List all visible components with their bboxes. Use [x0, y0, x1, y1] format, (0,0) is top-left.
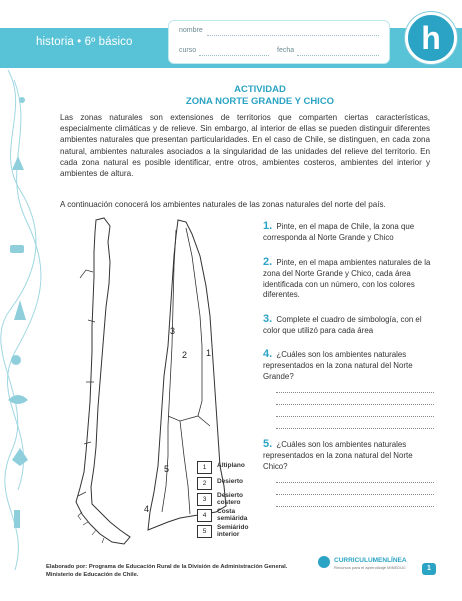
task-4-number: 4. [263, 348, 273, 360]
legend-swatch-3[interactable]: 3 [197, 493, 212, 506]
task-3 [263, 314, 433, 337]
task-4 [263, 349, 433, 382]
task-4-answer-line-1[interactable] [276, 392, 434, 393]
legend-label-3: Desierto costero [217, 492, 244, 506]
task-1-number: 1. [263, 220, 273, 232]
history-logo-icon: h [405, 12, 457, 64]
legend-row-5[interactable] [197, 525, 317, 538]
curriculum-logo-icon [318, 556, 330, 568]
footer-line-1: Elaborado por: Programa de Educación Rural de la División de Administración General. [46, 564, 288, 570]
page-number: 1 [422, 563, 436, 575]
footer-line-2: Ministerio de Educación de Chile. [46, 571, 139, 578]
activity-subtitle: ZONA NORTE GRANDE Y CHICO [185, 96, 335, 107]
legend-label-5: Semiárido interior [217, 524, 249, 538]
legend-swatch-1[interactable]: 1 [197, 461, 212, 474]
name-field[interactable] [207, 35, 379, 36]
task-5-answer-line-3[interactable] [276, 506, 434, 507]
task-2-text: Pinte, en el mapa ambientes naturales de la zona del Norte Grande y Chico, cada área identificada con un número, con los colores diferentes. [263, 258, 431, 300]
chile-map-outline [76, 218, 130, 544]
task-2 [263, 257, 433, 301]
task-3-number: 3. [263, 313, 273, 325]
task-4-text: ¿Cuáles son los ambientes naturales representados en la zona natural del Norte Grande? [263, 350, 413, 381]
legend-label-4: Costa semiárida [217, 508, 248, 522]
legend-label-2: Desierto [217, 478, 244, 485]
map-label-5: 5 [164, 464, 170, 474]
legend-row-4[interactable] [197, 509, 317, 522]
course-field[interactable] [199, 55, 269, 56]
subject-breadcrumb: historia • 6º básico [36, 36, 133, 48]
student-info-box [168, 20, 390, 64]
name-label: nombre [179, 27, 203, 34]
task-3-text: Complete el cuadro de simbología, con el color que utilizó para cada área [263, 315, 422, 335]
legend-swatch-4[interactable]: 4 [197, 509, 212, 522]
intro-paragraph: Las zonas naturales son extensiones de territorios que comparten ciertas características, especialmente climáticas y de relieve. Sin embargo, al interior de ellas se pueden distinguir diferentes ambientes naturales que presentan particularidades. En el caso de Chile, se distinguen, en cada zona natural, ambientes naturales asociados a la singularidad de las unidades del relieve del territorio. En cada zona natural es posible identificar, entre otros, ambientes costeros, ambientes del interior y ambientes de altura. [60, 113, 430, 179]
legend-label-1: Altiplano [217, 462, 245, 469]
task-5-text: ¿Cuáles son los ambientes naturales representados en la zona natural del Norte Chico? [263, 440, 413, 471]
map-label-2: 2 [182, 350, 188, 360]
brand-tagline: Recursos para el aprendizaje MINEDUC [334, 565, 406, 570]
task-5-number: 5. [263, 438, 273, 450]
map-label-4: 4 [144, 504, 150, 514]
date-field[interactable] [297, 55, 379, 56]
footer-credits [46, 564, 287, 579]
decorative-history-strip [0, 70, 46, 570]
instruction-paragraph: A continuación conocerá los ambientes naturales de las zonas naturales del norte del país. [60, 200, 386, 209]
map-label-1: 1 [206, 348, 212, 358]
legend-row-2[interactable] [197, 477, 317, 490]
task-4-answer-line-4[interactable] [276, 428, 434, 429]
task-1-text: Pinte, en el mapa de Chile, la zona que corresponda al Norte Grande y Chico [263, 222, 415, 242]
course-label: curso [179, 47, 197, 54]
task-4-answer-line-2[interactable] [276, 404, 434, 405]
date-label: fecha [277, 47, 295, 54]
task-4-answer-line-3[interactable] [276, 416, 434, 417]
brand-name: CURRICULUMENLÍNEA [334, 557, 407, 564]
legend-row-3[interactable] [197, 493, 317, 506]
legend-row-1[interactable] [197, 461, 317, 474]
legend-swatch-2[interactable]: 2 [197, 477, 212, 490]
task-2-number: 2. [263, 256, 273, 268]
map-label-3: 3 [170, 326, 176, 336]
activity-title: ACTIVIDAD [234, 84, 286, 95]
task-1 [263, 221, 433, 244]
legend-swatch-5[interactable]: 5 [197, 525, 212, 538]
